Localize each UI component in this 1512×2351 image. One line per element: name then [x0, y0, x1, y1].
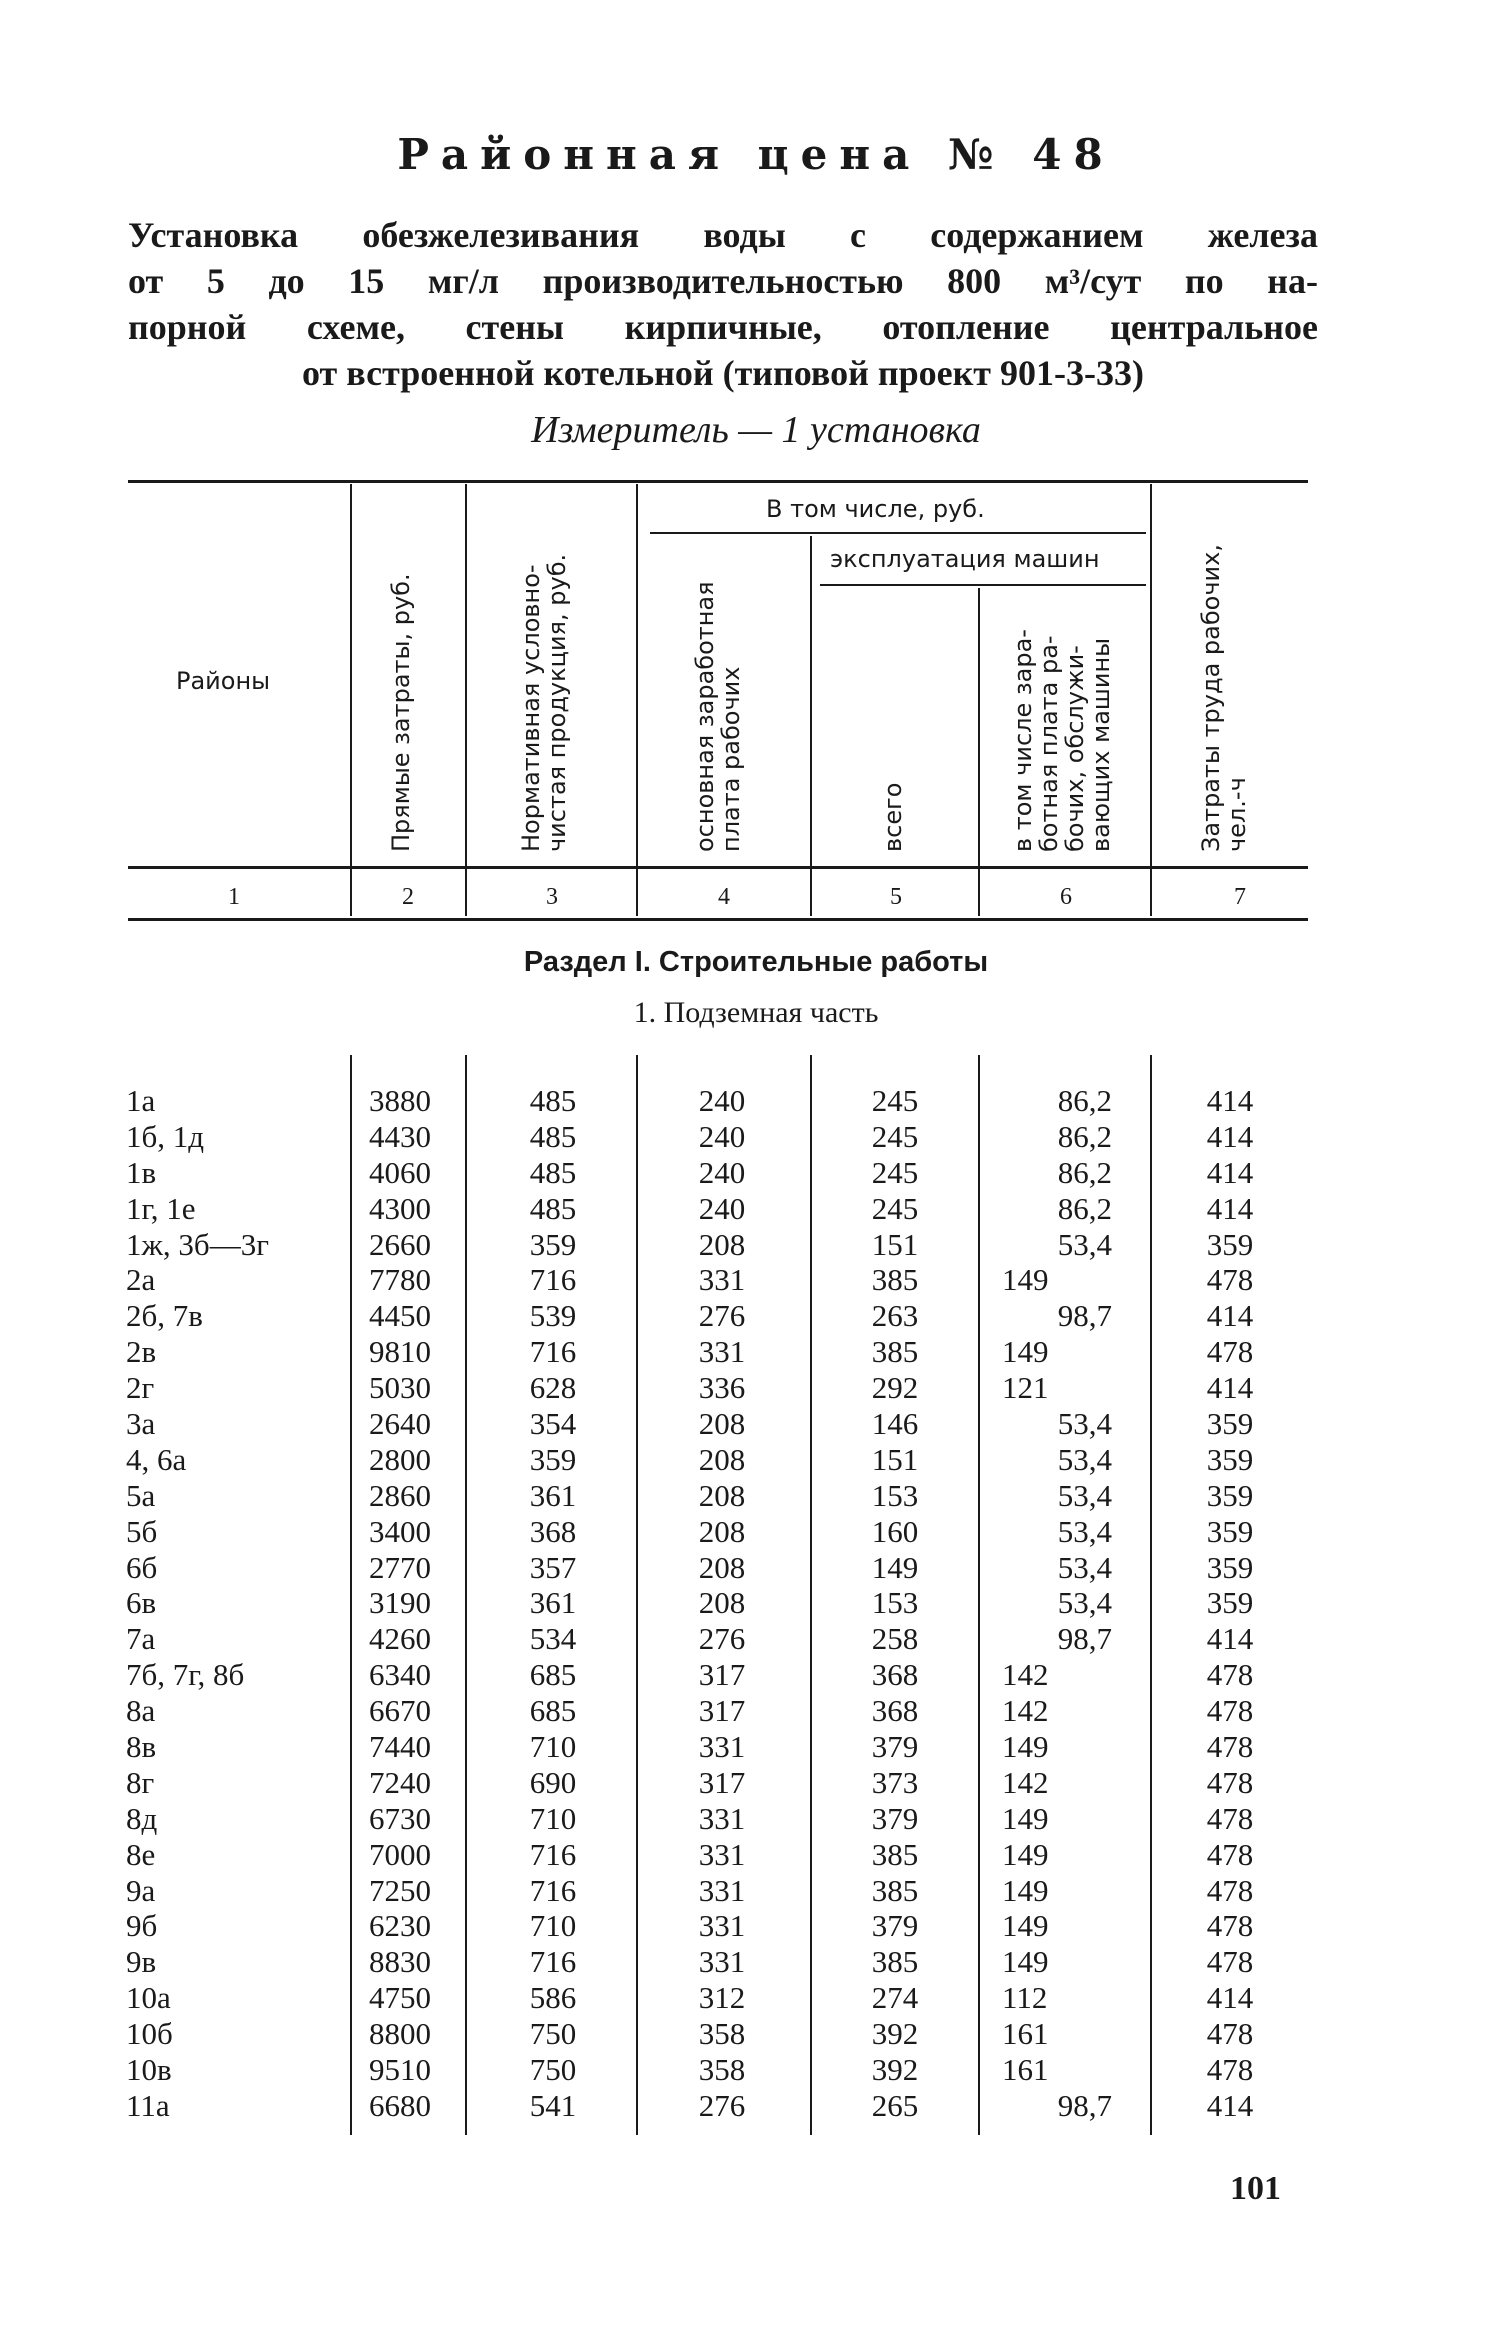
column-number: 6	[1060, 884, 1072, 910]
row-machines-total: 153	[871, 1585, 919, 1621]
table-row	[0, 1550, 1512, 1586]
row-machines-total: 379	[871, 1800, 919, 1836]
table-row	[0, 1621, 1512, 1657]
row-labor: 478	[1206, 1729, 1254, 1765]
row-machines-wage: 53,4	[1057, 1513, 1112, 1549]
row-base-wage: 240	[698, 1118, 746, 1154]
row-machines-wage: 161	[1002, 2052, 1049, 2088]
row-labor: 359	[1206, 1477, 1254, 1513]
row-base-wage: 358	[698, 2016, 746, 2052]
col-divider	[636, 484, 638, 916]
row-base-wage: 208	[698, 1585, 746, 1621]
row-direct-costs: 2660	[369, 1226, 431, 1262]
row-region: 2г	[126, 1370, 155, 1406]
row-direct-costs: 5030	[369, 1370, 431, 1406]
row-region: 8е	[126, 1836, 156, 1872]
header-labor: Затраты труда рабочих, чел.-ч	[1197, 544, 1251, 852]
row-base-wage: 331	[698, 1836, 746, 1872]
row-machines-total: 149	[871, 1549, 919, 1585]
row-direct-costs: 3400	[369, 1513, 431, 1549]
row-direct-costs: 2640	[369, 1406, 431, 1442]
row-machines-total: 379	[871, 1729, 919, 1765]
row-machines-total: 385	[871, 1836, 919, 1872]
row-base-wage: 312	[698, 1980, 746, 2016]
row-base-wage: 336	[698, 1370, 746, 1406]
row-normative: 685	[529, 1657, 577, 1693]
row-direct-costs: 8830	[369, 1944, 431, 1980]
table-row	[0, 1191, 1512, 1227]
row-machines-wage: 112	[1002, 1980, 1048, 2016]
row-labor: 359	[1206, 1441, 1254, 1477]
table-row	[0, 2052, 1512, 2088]
row-machines-wage: 149	[1002, 1944, 1049, 1980]
row-labor: 478	[1206, 1872, 1254, 1908]
row-labor: 359	[1206, 1513, 1254, 1549]
row-machines-wage: 149	[1002, 1262, 1049, 1298]
row-base-wage: 331	[698, 1334, 746, 1370]
col-divider	[465, 484, 467, 916]
row-labor: 414	[1206, 1621, 1254, 1657]
row-machines-total: 258	[871, 1621, 919, 1657]
row-labor: 414	[1206, 1980, 1254, 2016]
table-row	[0, 1585, 1512, 1621]
row-region: 1в	[126, 1154, 157, 1190]
row-region: 3а	[126, 1406, 156, 1442]
row-base-wage: 208	[698, 1226, 746, 1262]
table-row	[0, 1657, 1512, 1693]
row-machines-wage: 98,7	[1057, 2087, 1112, 2123]
row-machines-wage: 98,7	[1057, 1298, 1112, 1334]
row-normative: 750	[529, 2052, 577, 2088]
row-direct-costs: 6730	[369, 1800, 431, 1836]
row-base-wage: 240	[698, 1083, 746, 1118]
row-direct-costs: 4450	[369, 1298, 431, 1334]
table-row	[0, 1837, 1512, 1873]
row-base-wage: 208	[698, 1513, 746, 1549]
row-machines-wage: 149	[1002, 1800, 1049, 1836]
row-normative: 716	[529, 1944, 577, 1980]
header-normative: Нормативная условно- чистая продукция, руб.	[517, 553, 571, 852]
row-machines-total: 151	[871, 1226, 919, 1262]
table-row	[0, 1765, 1512, 1801]
row-base-wage: 317	[698, 1693, 746, 1729]
row-machines-total: 274	[871, 1980, 919, 2016]
row-direct-costs: 2800	[369, 1441, 431, 1477]
row-base-wage: 331	[698, 1729, 746, 1765]
row-normative: 690	[529, 1764, 577, 1800]
row-region: 1г, 1е	[126, 1190, 196, 1226]
description-line: порной схеме, стены кирпичные, отопление центральное	[128, 307, 1318, 347]
page-number: 101	[1230, 2170, 1281, 2207]
row-machines-wage: 86,2	[1057, 1154, 1112, 1190]
row-direct-costs: 2770	[369, 1549, 431, 1585]
table-row	[0, 1442, 1512, 1478]
row-machines-total: 245	[871, 1118, 919, 1154]
row-region: 10б	[126, 2016, 173, 2052]
row-machines-total: 263	[871, 1298, 919, 1334]
table-row	[0, 1406, 1512, 1442]
row-normative: 716	[529, 1836, 577, 1872]
section-title: Раздел I. Строительные работы	[523, 946, 989, 978]
row-normative: 750	[529, 2016, 577, 2052]
row-base-wage: 208	[698, 1477, 746, 1513]
row-base-wage: 208	[698, 1549, 746, 1585]
row-direct-costs: 6340	[369, 1657, 431, 1693]
row-labor: 478	[1206, 1836, 1254, 1872]
row-normative: 710	[529, 1908, 577, 1944]
row-direct-costs: 4430	[369, 1118, 431, 1154]
row-direct-costs: 7250	[369, 1872, 431, 1908]
row-normative: 710	[529, 1729, 577, 1765]
row-region: 2а	[126, 1262, 156, 1298]
colnum-rule	[128, 918, 1308, 921]
table-row	[0, 1083, 1512, 1119]
row-normative: 354	[529, 1406, 577, 1442]
row-labor: 359	[1206, 1406, 1254, 1442]
row-labor: 478	[1206, 1908, 1254, 1944]
row-direct-costs: 8800	[369, 2016, 431, 2052]
row-direct-costs: 7780	[369, 1262, 431, 1298]
row-machines-wage: 161	[1002, 2016, 1049, 2052]
row-direct-costs: 2860	[369, 1477, 431, 1513]
subsection-title: 1. Подземная часть	[633, 996, 879, 1029]
row-machines-total: 153	[871, 1477, 919, 1513]
row-labor: 414	[1206, 1298, 1254, 1334]
row-base-wage: 276	[698, 1621, 746, 1657]
row-labor: 478	[1206, 2016, 1254, 2052]
row-base-wage: 240	[698, 1154, 746, 1190]
table-row	[0, 1908, 1512, 1944]
row-normative: 361	[529, 1585, 577, 1621]
row-machines-wage: 149	[1002, 1334, 1049, 1370]
header-top-rule	[128, 480, 1308, 483]
row-labor: 414	[1206, 1370, 1254, 1406]
row-direct-costs: 7440	[369, 1729, 431, 1765]
row-labor: 478	[1206, 1334, 1254, 1370]
row-machines-wage: 53,4	[1057, 1226, 1112, 1262]
row-normative: 359	[529, 1226, 577, 1262]
table-row	[0, 1693, 1512, 1729]
row-base-wage: 276	[698, 1298, 746, 1334]
row-region: 10в	[126, 2052, 172, 2088]
row-direct-costs: 4300	[369, 1190, 431, 1226]
row-machines-total: 385	[871, 1872, 919, 1908]
row-normative: 485	[529, 1154, 577, 1190]
row-normative: 716	[529, 1334, 577, 1370]
row-region: 1б, 1д	[126, 1118, 205, 1154]
row-region: 11а	[126, 2087, 170, 2123]
row-normative: 586	[529, 1980, 577, 2016]
row-region: 7б, 7г, 8б	[126, 1657, 245, 1693]
header-machines: эксплуатация машин	[830, 545, 1100, 573]
row-machines-total: 245	[871, 1190, 919, 1226]
row-base-wage: 208	[698, 1406, 746, 1442]
row-labor: 478	[1206, 1262, 1254, 1298]
row-normative: 368	[529, 1513, 577, 1549]
row-labor: 414	[1206, 1118, 1254, 1154]
row-labor: 478	[1206, 2052, 1254, 2088]
column-number: 3	[546, 884, 558, 910]
table-row	[0, 1729, 1512, 1765]
column-number: 2	[402, 884, 414, 910]
row-machines-total: 265	[871, 2087, 919, 2123]
table-row	[0, 1478, 1512, 1514]
table-row	[0, 2016, 1512, 2052]
row-labor: 478	[1206, 1693, 1254, 1729]
table-row	[0, 1334, 1512, 1370]
row-region: 2б, 7в	[126, 1298, 203, 1334]
row-base-wage: 208	[698, 1441, 746, 1477]
row-labor: 359	[1206, 1226, 1254, 1262]
row-machines-total: 392	[871, 2052, 919, 2088]
row-normative: 541	[529, 2087, 577, 2123]
row-machines-total: 146	[871, 1406, 919, 1442]
row-region: 6б	[126, 1549, 158, 1585]
row-labor: 359	[1206, 1585, 1254, 1621]
row-machines-total: 160	[871, 1513, 919, 1549]
row-machines-wage: 98,7	[1057, 1621, 1112, 1657]
row-base-wage: 317	[698, 1657, 746, 1693]
row-region: 8а	[126, 1693, 156, 1729]
row-normative: 716	[529, 1872, 577, 1908]
row-labor: 414	[1206, 2087, 1254, 2123]
row-machines-total: 385	[871, 1262, 919, 1298]
row-normative: 357	[529, 1549, 577, 1585]
description-line: от встроенной котельной (типовой проект 901-3-33)	[302, 353, 1144, 393]
row-direct-costs: 3190	[369, 1585, 431, 1621]
header-direct-costs: Прямые затраты, руб.	[387, 573, 415, 852]
description-line: от 5 до 15 мг/л производительностью 800 м³/сут по на-	[128, 261, 1318, 301]
row-base-wage: 331	[698, 1800, 746, 1836]
column-number: 5	[890, 884, 902, 910]
machines-rule	[820, 584, 1146, 586]
row-machines-total: 292	[871, 1370, 919, 1406]
row-base-wage: 331	[698, 1872, 746, 1908]
subheader-rule	[650, 532, 1146, 534]
header-bottom-rule	[128, 866, 1308, 869]
price-heading: Районная цена № 48	[397, 130, 1115, 179]
row-labor: 478	[1206, 1944, 1254, 1980]
row-region: 9б	[126, 1908, 158, 1944]
row-region: 2в	[126, 1334, 157, 1370]
row-machines-wage: 142	[1002, 1764, 1049, 1800]
row-direct-costs: 7000	[369, 1836, 431, 1872]
row-machines-total: 385	[871, 1334, 919, 1370]
row-direct-costs: 9510	[369, 2052, 431, 2088]
row-labor: 478	[1206, 1657, 1254, 1693]
row-machines-total: 151	[871, 1441, 919, 1477]
row-direct-costs: 3880	[369, 1083, 431, 1118]
row-region: 9а	[126, 1872, 156, 1908]
row-machines-wage: 142	[1002, 1693, 1049, 1729]
row-base-wage: 331	[698, 1262, 746, 1298]
table-row	[0, 1155, 1512, 1191]
row-machines-total: 373	[871, 1764, 919, 1800]
header-base-wage: основная заработная плата рабочих	[691, 581, 745, 852]
table-row	[0, 1873, 1512, 1909]
table-row	[0, 1227, 1512, 1263]
row-base-wage: 240	[698, 1190, 746, 1226]
row-machines-wage: 53,4	[1057, 1477, 1112, 1513]
table-row	[0, 1119, 1512, 1155]
column-number: 4	[718, 884, 730, 910]
row-normative: 685	[529, 1693, 577, 1729]
row-machines-total: 392	[871, 2016, 919, 2052]
row-region: 6в	[126, 1585, 157, 1621]
row-region: 9в	[126, 1944, 157, 1980]
row-direct-costs: 4750	[369, 1980, 431, 2016]
row-region: 5а	[126, 1477, 156, 1513]
row-machines-wage: 121	[1002, 1370, 1049, 1406]
row-direct-costs: 7240	[369, 1764, 431, 1800]
row-machines-wage: 53,4	[1057, 1549, 1112, 1585]
row-machines-wage: 142	[1002, 1657, 1049, 1693]
row-machines-wage: 86,2	[1057, 1083, 1112, 1118]
col-divider	[810, 536, 812, 916]
row-region: 4, 6а	[126, 1441, 187, 1477]
row-labor: 478	[1206, 1800, 1254, 1836]
column-number: 7	[1234, 884, 1246, 910]
row-machines-wage: 149	[1002, 1729, 1049, 1765]
row-normative: 710	[529, 1800, 577, 1836]
row-machines-wage: 53,4	[1057, 1406, 1112, 1442]
row-normative: 485	[529, 1118, 577, 1154]
row-direct-costs: 4260	[369, 1621, 431, 1657]
table-body	[0, 1083, 1512, 2124]
row-region: 1ж, 3б—3г	[126, 1226, 269, 1262]
row-machines-total: 245	[871, 1083, 919, 1118]
row-region: 5б	[126, 1513, 158, 1549]
header-machines-total: всего	[879, 782, 907, 852]
row-region: 8г	[126, 1764, 155, 1800]
row-labor: 414	[1206, 1190, 1254, 1226]
header-including: В том числе, руб.	[766, 495, 985, 523]
description-line: Установка обезжелезивания воды с содержанием железа	[128, 215, 1318, 255]
col-divider	[350, 484, 352, 916]
column-number: 1	[228, 884, 240, 910]
table-row	[0, 1944, 1512, 1980]
row-machines-total: 385	[871, 1944, 919, 1980]
row-normative: 359	[529, 1441, 577, 1477]
row-machines-wage: 53,4	[1057, 1585, 1112, 1621]
row-base-wage: 331	[698, 1908, 746, 1944]
row-machines-total: 368	[871, 1657, 919, 1693]
row-normative: 485	[529, 1083, 577, 1118]
row-base-wage: 331	[698, 1944, 746, 1980]
meter-unit: Измеритель — 1 установка	[531, 409, 981, 451]
table-row	[0, 2088, 1512, 2124]
row-normative: 485	[529, 1190, 577, 1226]
row-region: 8в	[126, 1729, 157, 1765]
row-normative: 361	[529, 1477, 577, 1513]
table-row	[0, 1262, 1512, 1298]
row-machines-total: 379	[871, 1908, 919, 1944]
row-direct-costs: 6230	[369, 1908, 431, 1944]
row-machines-wage: 53,4	[1057, 1441, 1112, 1477]
table-row	[0, 1801, 1512, 1837]
row-normative: 534	[529, 1621, 577, 1657]
description	[128, 212, 1318, 396]
row-base-wage: 276	[698, 2087, 746, 2123]
col-divider	[978, 588, 980, 916]
row-machines-wage: 149	[1002, 1836, 1049, 1872]
row-direct-costs: 6670	[369, 1693, 431, 1729]
header-machines-wage: в том числе зара- ботная плата ра- бочих, обслужи- вающих машины	[1009, 629, 1115, 852]
table-row	[0, 1370, 1512, 1406]
row-direct-costs: 9810	[369, 1334, 431, 1370]
header-regions: Районы	[176, 667, 271, 695]
table-row	[0, 1298, 1512, 1334]
row-machines-wage: 86,2	[1057, 1190, 1112, 1226]
row-labor: 414	[1206, 1083, 1254, 1118]
row-normative: 539	[529, 1298, 577, 1334]
table-row	[0, 1514, 1512, 1550]
col-divider	[1150, 484, 1152, 916]
row-direct-costs: 4060	[369, 1154, 431, 1190]
row-machines-wage: 149	[1002, 1872, 1049, 1908]
row-region: 10а	[126, 1980, 171, 2016]
row-region: 1а	[126, 1083, 156, 1118]
row-labor: 414	[1206, 1154, 1254, 1190]
row-region: 7а	[126, 1621, 156, 1657]
row-base-wage: 358	[698, 2052, 746, 2088]
row-machines-total: 368	[871, 1693, 919, 1729]
row-machines-wage: 86,2	[1057, 1118, 1112, 1154]
row-normative: 628	[529, 1370, 577, 1406]
row-labor: 359	[1206, 1549, 1254, 1585]
row-region: 8д	[126, 1800, 158, 1836]
row-labor: 478	[1206, 1764, 1254, 1800]
row-direct-costs: 6680	[369, 2087, 431, 2123]
table-row	[0, 1980, 1512, 2016]
row-machines-wage: 149	[1002, 1908, 1049, 1944]
row-machines-total: 245	[871, 1154, 919, 1190]
row-normative: 716	[529, 1262, 577, 1298]
row-base-wage: 317	[698, 1764, 746, 1800]
